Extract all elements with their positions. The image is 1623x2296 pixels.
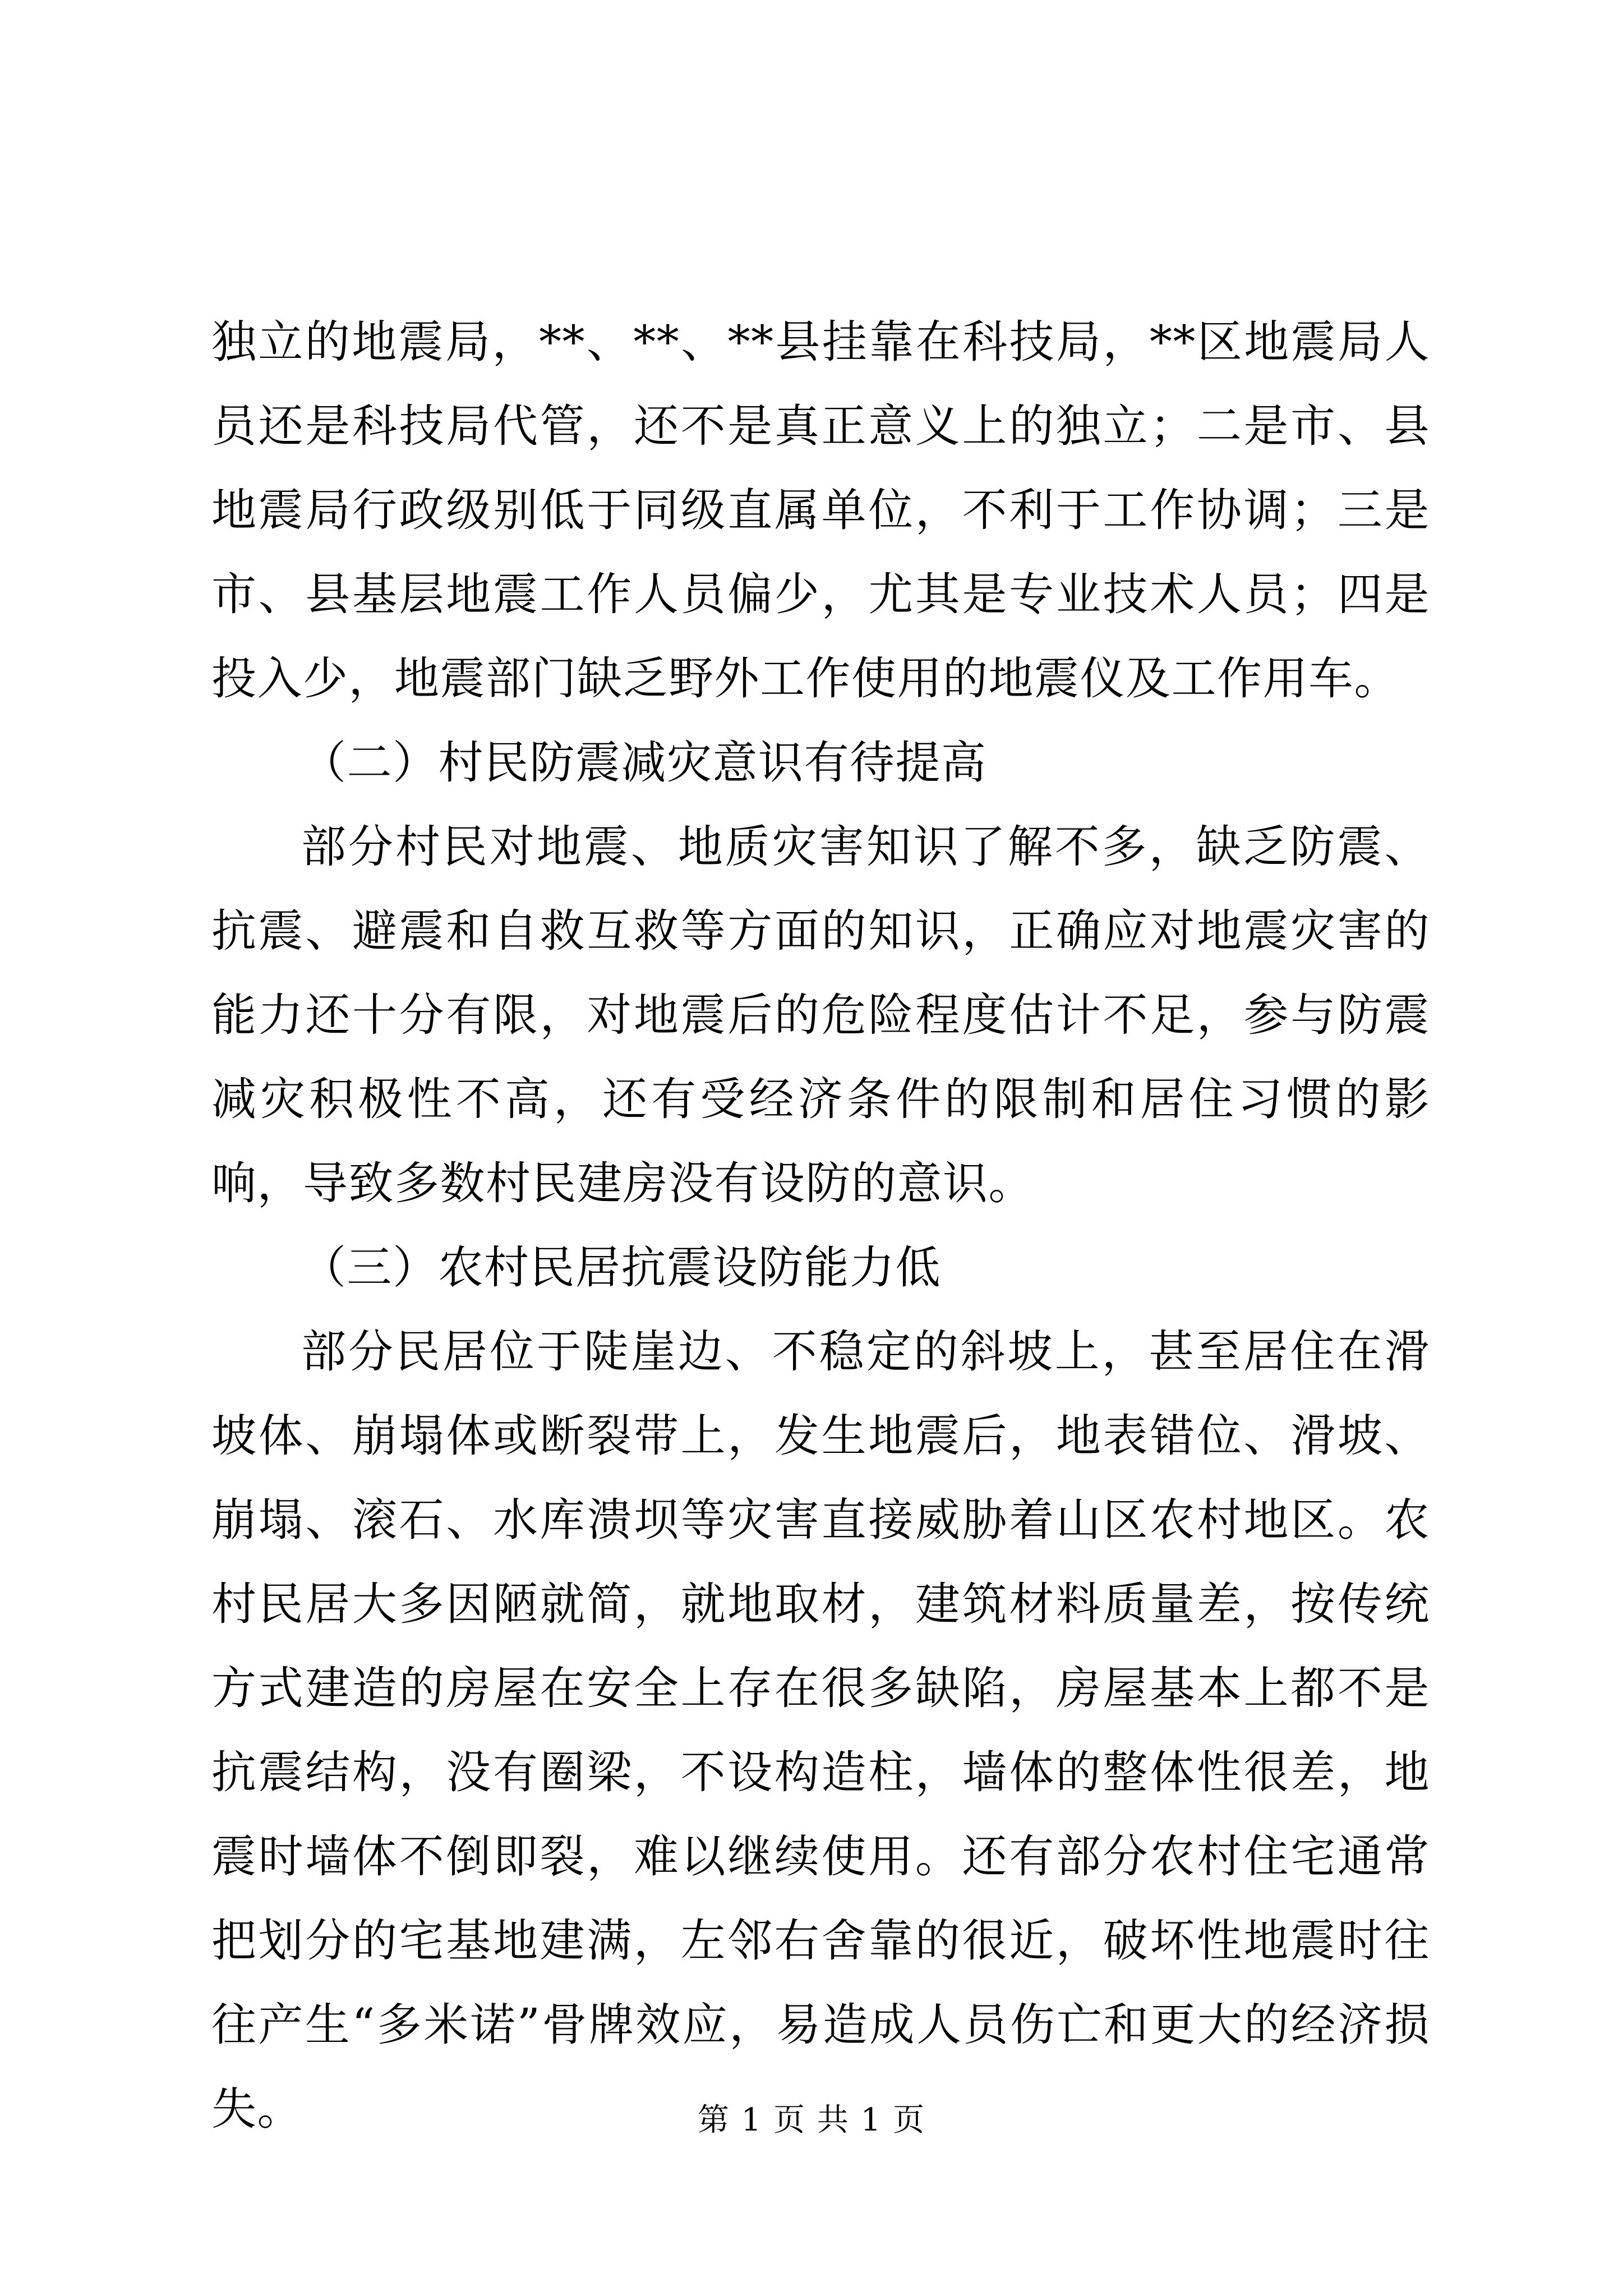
paragraph-awareness: 部分村民对地震、地质灾害知识了解不多，缺乏防震、抗震、避震和自救互救等方面的知识，正确应对地震灾害的能力还十分有限，对地震后的危险程度估计不足，参与防震减灾积极性不高，还有受经济条件的限制和居住习惯的影响，导致多数村民建房没有设防的意识。 xyxy=(211,821,1430,1209)
section-heading-2: （二）村民防震减灾意识有待提高 xyxy=(301,737,987,789)
paragraph-continued: 独立的地震局，**、**、**县挂靠在科技局，**区地震局人员还是科技局代管，还不是真正意义上的独立；二是市、县地震局行政级别低于同级直属单位，不利于工作协调；三是市、县基层地震工作人员偏少，尤其是专业技术人员；四是投入少，地震部门缺乏野外工作使用的地震仪及工作用车。 xyxy=(211,316,1430,705)
section-heading-3: （三）农村民居抗震设防能力低 xyxy=(301,1241,941,1294)
document-body xyxy=(211,300,1430,2151)
page-footer: 第 1 页 共 1 页 xyxy=(697,2102,926,2138)
paragraph-housing: 部分民居位于陡崖边、不稳定的斜坡上，甚至居住在滑坡体、崩塌体或断裂带上，发生地震后，地表错位、滑坡、崩塌、滚石、水库溃坝等灾害直接威胁着山区农村地区。农村民居大多因陋就简，就地取材，建筑材料质量差，按传统方式建造的房屋在安全上存在很多缺陷，房屋基本上都不是抗震结构，没有圈梁，不设构造柱，墙体的整体性很差，地震时墙体不倒即裂，难以继续使用。还有部分农村住宅通常把划分的宅基地建满，左邻右舍靠的很近，破坏性地震时往往产生“多米诺”骨牌效应，易造成人员伤亡和更大的经济损失。 xyxy=(211,1326,1430,2135)
